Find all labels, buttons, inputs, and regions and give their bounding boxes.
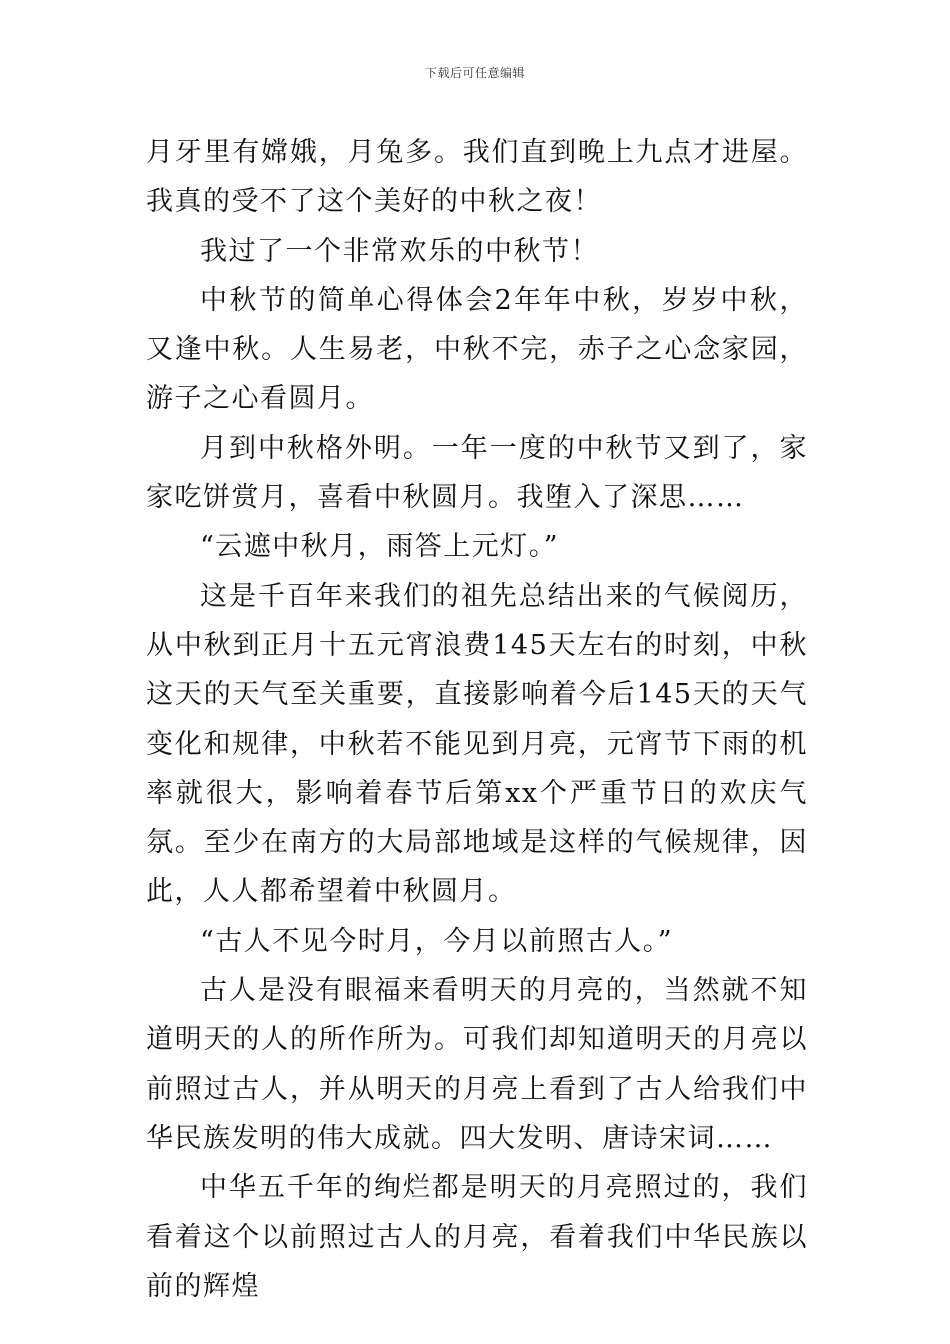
page-header: 下载后可任意编辑 (424, 66, 525, 80)
quote-paragraph: “云遮中秋月，雨答上元灯。” (200, 531, 560, 563)
paragraph: 月牙里有嫦娥，月兔多。我们直到晚上九点才进屋。我真的受不了这个美好的中秋之夜！ (146, 137, 808, 218)
document-body (146, 128, 808, 1311)
paragraph: 中秋节的简单心得体会2年年中秋，岁岁中秋，又逢中秋。人生易老，中秋不完，赤子之心念家园，游子之心看圆月。 (146, 284, 808, 415)
paragraph: 中华五千年的绚烂都是明天的月亮照过的，我们看着这个以前照过古人的月亮，看着我们中华民族以前的辉煌 (146, 1172, 808, 1302)
paragraph: 古人是没有眼福来看明天的月亮的，当然就不知道明天的人的所作所为。可我们却知道明天的月亮以前照过古人，并从明天的月亮上看到了古人给我们中华民族发明的伟大成就。四大发明、唐诗宋词…… (146, 975, 808, 1154)
paragraph: 月到中秋格外明。一年一度的中秋节又到了，家家吃饼赏月，喜看中秋圆月。我堕入了深思…… (146, 432, 808, 514)
paragraph: 这是千百年来我们的祖先总结出来的气候阅历，从中秋到正月十五元宵浪费145天左右的时刻，中秋这天的天气至关重要，直接影响着今后145天的天气变化和规律，中秋若不能见到月亮，元宵节下雨的机率就很大，影响着春节后第xx个严重节日的欢庆气氛。至少在南方的大局部地域是这样的气候规律，因此，人人都希望着中秋圆月。 (146, 580, 808, 908)
paragraph: 我过了一个非常欢乐的中秋节！ (200, 235, 599, 267)
quote-paragraph: “古人不见今时月，今月以前照古人。” (200, 925, 674, 957)
